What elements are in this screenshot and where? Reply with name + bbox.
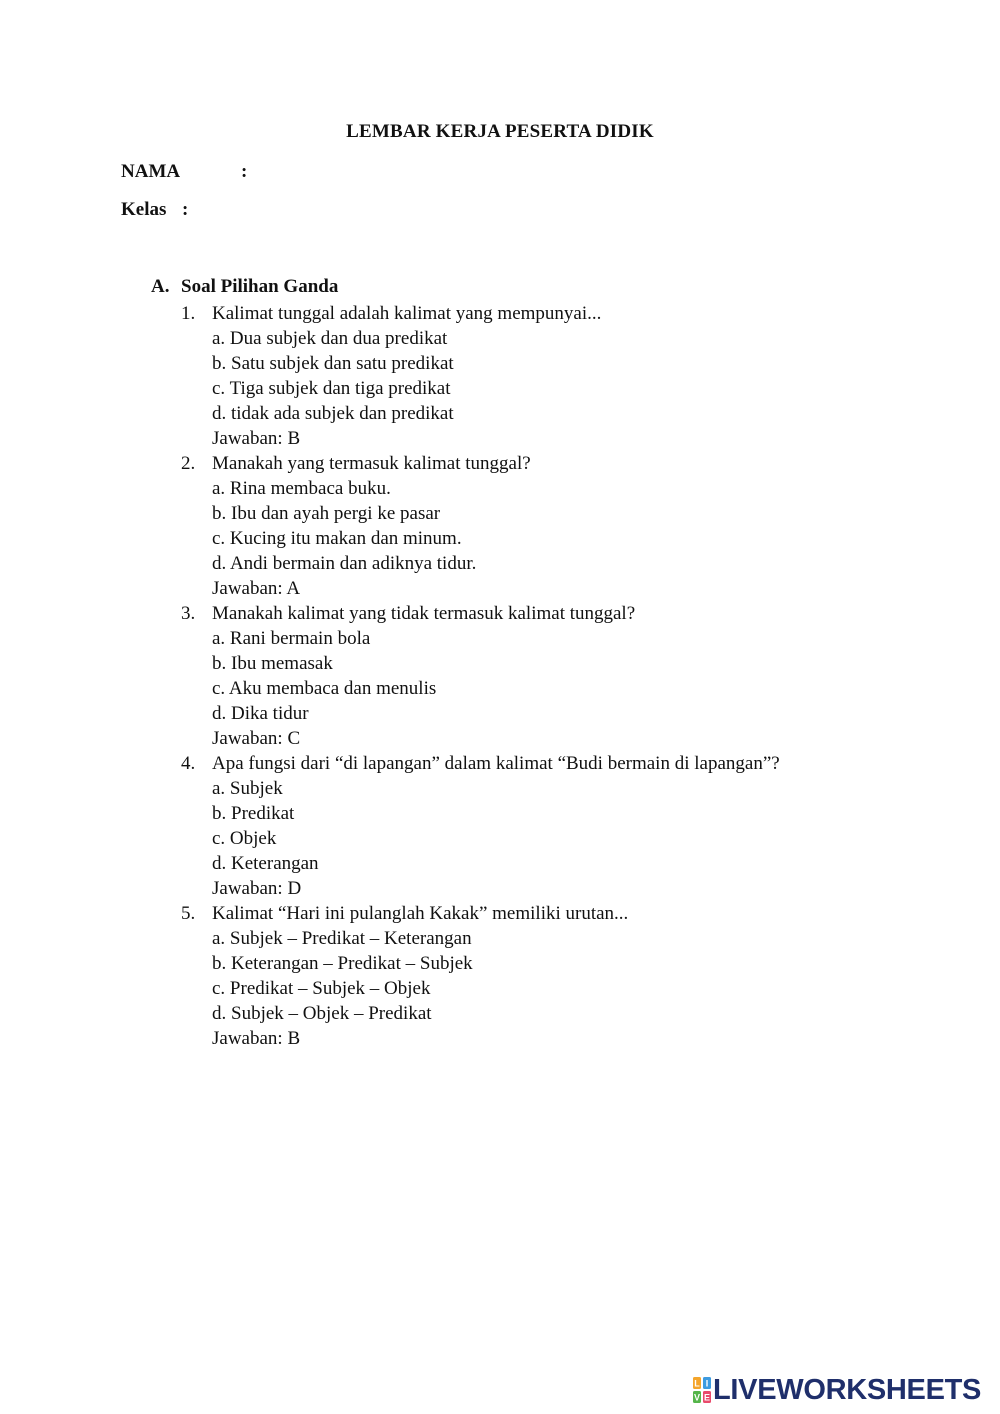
question-number: 1. [181, 303, 196, 324]
nama-separator: : [241, 161, 248, 182]
answer-line: Jawaban: B [212, 1028, 301, 1049]
answer-line: Jawaban: B [212, 428, 301, 449]
question-1 [181, 301, 961, 451]
liveworksheets-logo-icon [693, 1377, 711, 1403]
section-heading [151, 276, 338, 298]
question-number: 4. [181, 753, 196, 774]
question-number: 2. [181, 453, 196, 474]
option-b: b. Satu subjek dan satu predikat [212, 353, 454, 374]
option-c: c. Predikat – Subjek – Objek [212, 978, 431, 999]
question-text: Manakah yang termasuk kalimat tunggal? [212, 453, 531, 474]
question-text: Kalimat tunggal adalah kalimat yang mempunyai... [212, 303, 602, 324]
question-text: Manakah kalimat yang tidak termasuk kalimat tunggal? [212, 603, 636, 624]
question-list [181, 301, 961, 1051]
option-a: a. Rina membaca buku. [212, 478, 391, 499]
option-a: a. Rani bermain bola [212, 628, 371, 649]
option-b: b. Ibu dan ayah pergi ke pasar [212, 503, 441, 524]
option-d: d. Subjek – Objek – Predikat [212, 1003, 432, 1024]
question-5 [181, 901, 961, 1051]
question-number: 5. [181, 903, 196, 924]
option-b: b. Keterangan – Predikat – Subjek [212, 953, 473, 974]
liveworksheets-brand [693, 1376, 981, 1404]
logo-letter-e: E [703, 1392, 711, 1403]
question-4 [181, 751, 961, 901]
answer-line: Jawaban: A [212, 578, 301, 599]
nama-field [121, 161, 248, 183]
logo-letter-l: L [694, 1378, 700, 1389]
page-title: LEMBAR KERJA PESERTA DIDIK [346, 121, 654, 142]
question-text: Kalimat “Hari ini pulanglah Kakak” memiliki urutan... [212, 903, 629, 924]
question-text: Apa fungsi dari “di lapangan” dalam kalimat “Budi bermain di lapangan”? [212, 753, 780, 774]
option-a: a. Dua subjek dan dua predikat [212, 328, 448, 349]
answer-line: Jawaban: D [212, 878, 302, 899]
option-b: b. Predikat [212, 803, 295, 824]
nama-label: NAMA [121, 161, 181, 182]
section-title: Soal Pilihan Ganda [181, 276, 339, 297]
logo-letter-v: V [693, 1392, 701, 1403]
option-d: d. Dika tidur [212, 703, 309, 724]
kelas-label: Kelas [121, 199, 167, 220]
option-c: c. Kucing itu makan dan minum. [212, 528, 462, 549]
liveworksheets-wordmark: LIVEWORKSHEETS [713, 1374, 982, 1406]
option-d: d. tidak ada subjek dan predikat [212, 403, 454, 424]
logo-letter-i: I [705, 1378, 709, 1389]
question-number: 3. [181, 603, 196, 624]
question-3 [181, 601, 961, 751]
question-2 [181, 451, 961, 601]
option-a: a. Subjek [212, 778, 283, 799]
option-d: d. Andi bermain dan adiknya tidur. [212, 553, 477, 574]
kelas-field [121, 199, 189, 221]
option-c: c. Objek [212, 828, 277, 849]
option-a: a. Subjek – Predikat – Keterangan [212, 928, 472, 949]
option-c: c. Aku membaca dan menulis [212, 678, 437, 699]
answer-line: Jawaban: C [212, 728, 301, 749]
option-d: d. Keterangan [212, 853, 319, 874]
option-c: c. Tiga subjek dan tiga predikat [212, 378, 451, 399]
option-b: b. Ibu memasak [212, 653, 333, 674]
section-letter: A. [151, 276, 170, 297]
kelas-separator: : [182, 199, 189, 220]
